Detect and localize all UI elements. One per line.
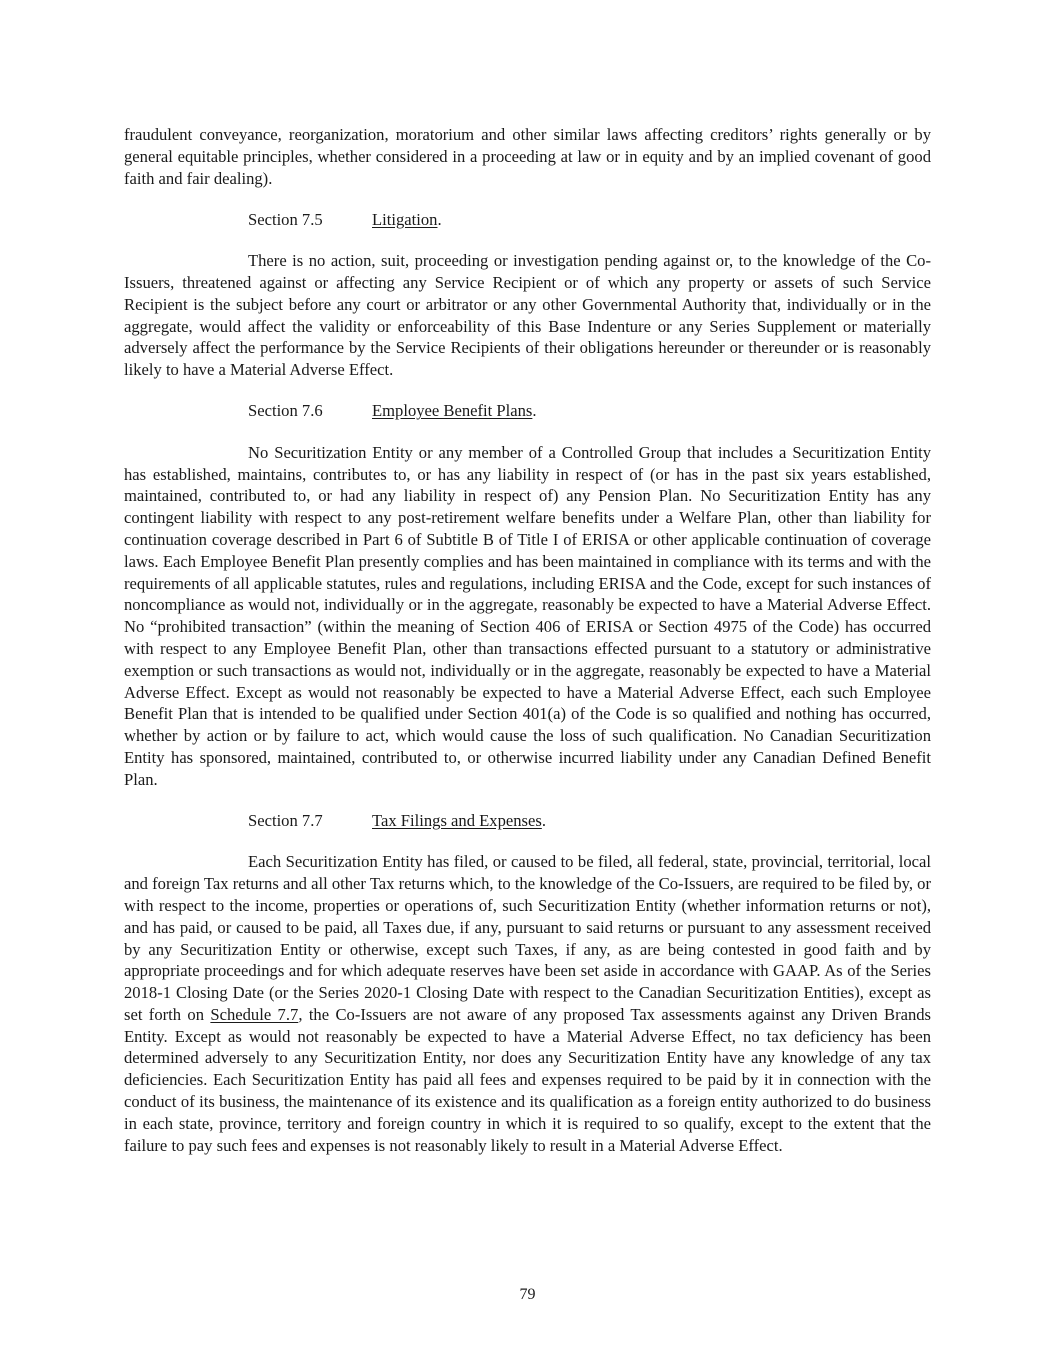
document-page — [124, 124, 931, 1156]
schedule-reference: Schedule 7.7 — [210, 1004, 299, 1024]
section-heading-7-7 — [124, 810, 931, 832]
section-number: Section 7.7 — [248, 811, 323, 831]
intro-paragraph: fraudulent conveyance, reorganization, moratorium and other similar laws affecting creditors’ rights generally or by general equitable principles, whether considered in a proceeding at law or in equity and by an implied covenant of good faith and fair dealing). — [124, 125, 931, 188]
section-title-suffix: . — [437, 209, 442, 229]
section-body-7-7 — [124, 851, 931, 1156]
section-body-7-6: No Securitization Entity or any member of a Controlled Group that includes a Securitization Entity has established, maintains, contributes to, or has any liability in respect of (or has in the past six years established, maintained, contributed to, or had any liability in respect of) any Pension Plan. No Securitization Entity has any contingent liability with respect to any post-retirement welfare benefits under a Welfare Plan, other than liability for continuation coverage described in Part 6 of Subtitle B of Title I of ERISA or other applicable continuation of coverage laws. Each Employee Benefit Plan presently complies and has been maintained in compliance with its terms and with the requirements of all applicable statutes, rules and regulations, including ERISA and the Code, except for such instances of noncompliance as would not, individually or in the aggregate, reasonably be expected to have a Material Adverse Effect. No “prohibited transaction” (within the meaning of Section 406 of ERISA or Section 4975 of the Code) has occurred with respect to any Employee Benefit Plan, other than transactions effected pursuant to a statutory or administrative exemption or such transactions as would not, individually or in the aggregate, reasonably be expected to have a Material Adverse Effect. Except as would not reasonably be expected to have a Material Adverse Effect, each such Employee Benefit Plan that is intended to be qualified under Section 401(a) of the Code is so qualified and nothing has occurred, whether by action or by failure to act, which would cause the loss of such qualification. No Canadian Securitization Entity has sponsored, maintained, contributed to, or otherwise incurred liability under any Canadian Defined Benefit Plan. — [124, 442, 931, 789]
section-body-text: , the Co-Issuers are not aware of any proposed Tax assessments against any Driven Brands Entity. Except as would not reasonably be expected to have a Material Adverse Effect, no tax deficiency has been determined adversely to any Securitization Entity, nor does any Securitization Entity have any knowledge of any tax deficiencies. Each Securitization Entity has paid all fees and expenses required to be paid by it in connection with the conduct of its business, the maintenance of its existence and its qualification as a foreign entity authorized to do business in each state, province, territory and foreign country in which it is required to so qualify, except to the extent that the failure to pay such fees and expenses is not reasonably likely to result in a Material Adverse Effect. — [124, 1004, 932, 1155]
section-title: Employee Benefit Plans — [372, 401, 533, 421]
section-heading-7-5 — [124, 209, 931, 231]
section-title: Tax Filings and Expenses — [372, 811, 542, 831]
section-number: Section 7.5 — [248, 209, 323, 229]
section-body-text: Each Securitization Entity has filed, or caused to be filed, all federal, state, provincial, territorial, local and foreign Tax returns and all other Tax returns which, to the knowledge of the Co-Issuers, are required to be filed by, or with respect to the income, properties or operations of, such Securitization Entity (whether information returns or not), and has paid, or caused to be paid, all Taxes due, if any, pursuant to said returns or pursuant to any assessment received by any Securitization Entity or otherwise, except such Taxes, if any, as are being contested in good faith and by appropriate proceedings and for which adequate reserves have been set aside in accordance with GAAP. As of the Series 2018-1 Closing Date (or the Series 2020-1 Closing Date with respect to the Canadian Securitization Entities), except as set forth on — [124, 852, 931, 1024]
section-title: Litigation — [372, 209, 438, 229]
section-heading-7-6 — [124, 400, 931, 422]
section-title-suffix: . — [532, 401, 537, 421]
page-number: 79 — [519, 1286, 536, 1303]
section-number: Section 7.6 — [248, 401, 323, 421]
section-title-suffix: . — [541, 811, 546, 831]
section-body-7-5: There is no action, suit, proceeding or investigation pending against or, to the knowledge of the Co-Issuers, threatened against or affecting any Service Recipient or of which any property or assets of such Service Recipient is the subject before any court or arbitrator or any other Governmental Authority that, individually or in the aggregate, would affect the validity or enforceability of this Base Indenture or any Series Supplement or materially adversely affect the performance by the Service Recipients of their obligations hereunder or thereunder or is reasonably likely to have a Material Adverse Effect. — [124, 251, 931, 380]
